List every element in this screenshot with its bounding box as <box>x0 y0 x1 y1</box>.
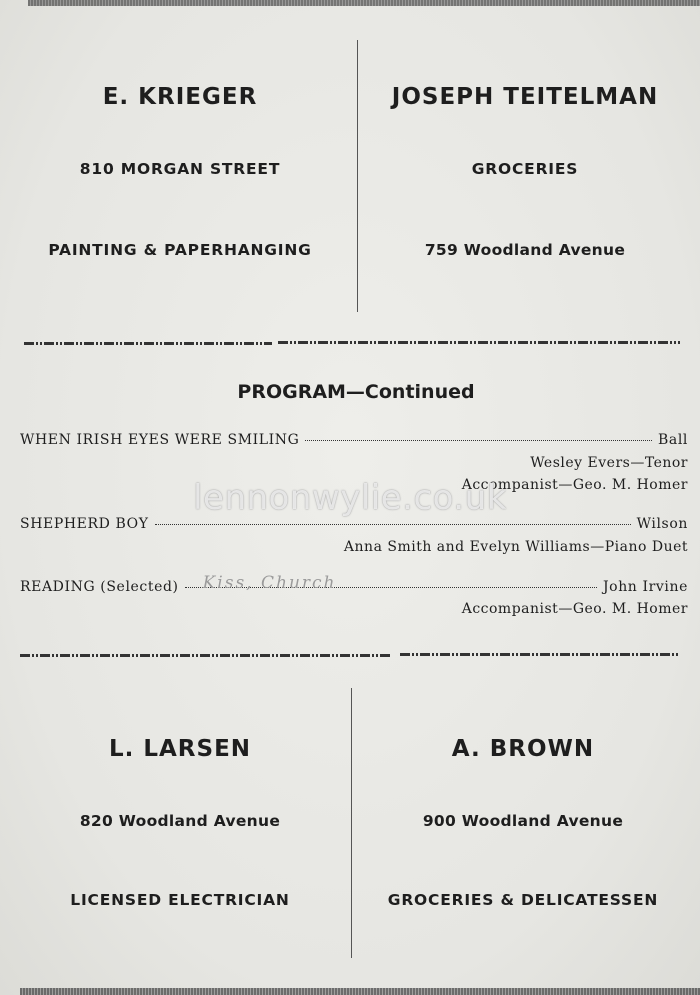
ad-trade: GROCERIES <box>471 160 579 178</box>
bottom-divider <box>351 688 352 958</box>
top-dashed-rule <box>24 342 272 345</box>
piece-title: SHEPHERD BOY <box>20 516 149 532</box>
piece-title: READING (Selected) <box>20 579 179 595</box>
performer-line: Wesley Evers—Tenor <box>530 455 688 471</box>
performer-line: Anna Smith and Evelyn Williams—Piano Duet <box>343 539 688 555</box>
ad-name: A. BROWN <box>451 736 595 762</box>
top-divider <box>357 40 358 312</box>
ad-trade: LICENSED ELECTRICIAN <box>70 891 290 909</box>
bottom-page-edge <box>20 988 700 995</box>
ad-address: 900 Woodland Avenue <box>422 812 624 830</box>
top-dashed-rule <box>278 341 680 344</box>
bottom-dashed-rule <box>400 653 680 656</box>
ad-name: E. KRIEGER <box>102 84 258 110</box>
ad-name: JOSEPH TEITELMAN <box>391 84 659 110</box>
ad-address: 820 Woodland Avenue <box>79 812 281 830</box>
program-item <box>20 516 688 532</box>
bottom-dashed-rule <box>20 654 392 657</box>
dot-leader <box>185 573 597 593</box>
ad-trade: PAINTING & PAPERHANGING <box>48 241 312 259</box>
ad-address: 810 MORGAN STREET <box>79 160 281 178</box>
ad-trade: GROCERIES & DELICATESSEN <box>387 891 659 909</box>
ad-name: L. LARSEN <box>108 736 252 762</box>
dot-leader <box>305 440 652 441</box>
program-item <box>20 573 688 595</box>
performer-line: Accompanist—Geo. M. Homer <box>461 477 688 493</box>
performer: John Irvine <box>602 579 688 595</box>
dot-leader <box>155 524 631 525</box>
program-title: PROGRAM—Continued <box>237 381 475 403</box>
composer: Ball <box>658 432 688 448</box>
piece-title: WHEN IRISH EYES WERE SMILING <box>20 432 300 448</box>
watermark: lennonwylie.co.uk <box>193 478 507 518</box>
ad-address: 759 Woodland Avenue <box>424 241 626 259</box>
performer-line: Accompanist—Geo. M. Homer <box>461 601 688 617</box>
top-page-edge <box>28 0 700 6</box>
handwritten-note: Kiss, Church <box>202 573 337 593</box>
composer: Wilson <box>636 516 688 532</box>
program-item <box>20 432 688 448</box>
